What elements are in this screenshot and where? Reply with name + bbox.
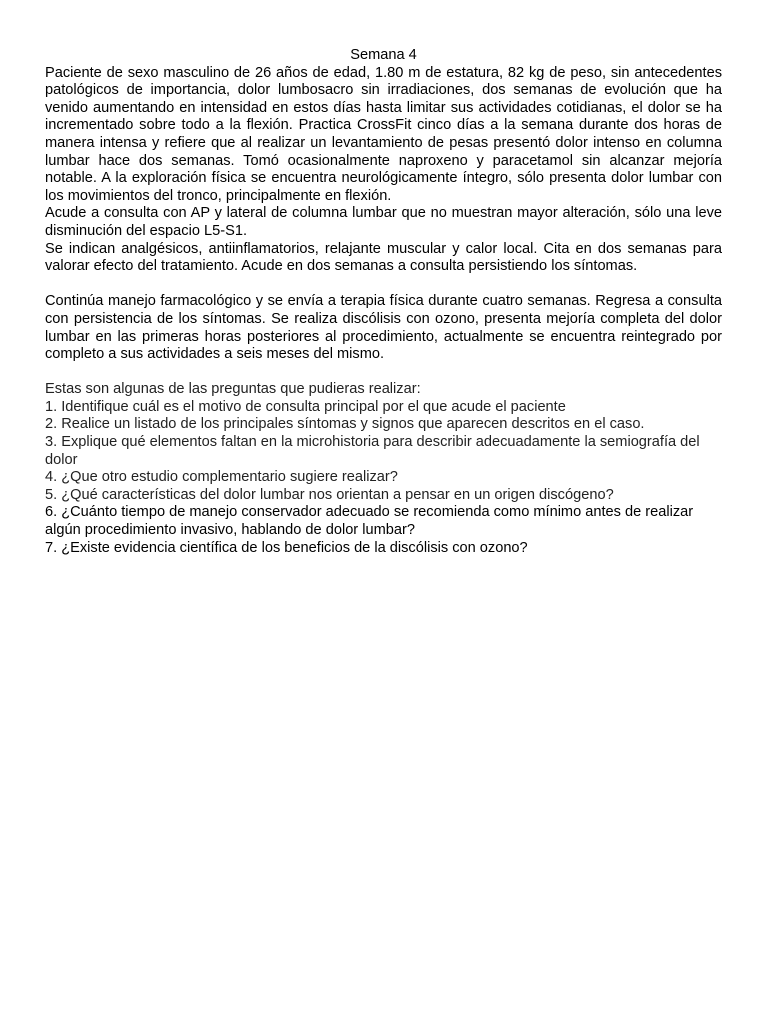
case-paragraph-1: Paciente de sexo masculino de 26 años de edad, 1.80 m de estatura, 82 kg de peso, sin antecedentes patológicos de importancia, dolor lumbosacro sin irradiaciones, dos semanas de evolución que ha venido aumentando en intensidad en estos días hasta limitar sus actividades cotidianas, el dolor se ha incrementado sobre todo a la flexión. Practica CrossFit cinco días a la semana durante dos horas de manera intensa y refiere que al realizar un levantamiento de pesas presentó dolor intenso en columna lumbar hace dos semanas. Tomó ocasionalmente naproxeno y paracetamol sin alcanzar mejoría notable. A la exploración física se encuentra neurológicamente íntegro, sólo presenta dolor lumbar con los movimientos del tronco, principalmente en flexión. <box>45 64 722 204</box>
questions-list <box>45 399 722 557</box>
paragraph-spacer <box>45 276 722 294</box>
question-item: 6. ¿Cuánto tiempo de manejo conservador adecuado se recomienda como mínimo antes de realizar algún procedimiento invasivo, hablando de dolor lumbar? <box>45 504 694 539</box>
question-item: 7. ¿Existe evidencia científica de los beneficios de la discólisis con ozono? <box>45 539 528 556</box>
document-page <box>45 47 722 557</box>
question-item: 4. ¿Que otro estudio complementario sugiere realizar? <box>45 469 398 486</box>
question-item: 2. Realice un listado de los principales síntomas y signos que aparecen descritos en el caso. <box>45 416 645 433</box>
questions-intro: Estas son algunas de las preguntas que pudieras realizar: <box>45 381 421 398</box>
question-item: 5. ¿Qué características del dolor lumbar nos orientan a pensar en un origen discógeno? <box>45 486 614 503</box>
paragraph-spacer <box>45 364 722 382</box>
case-paragraph-3: Se indican analgésicos, antiinflamatorios, relajante muscular y calor local. Cita en dos semanas para valorar efecto del tratamiento. Acude en dos semanas a consulta persistiendo los síntomas. <box>45 240 722 275</box>
page-title: Semana 4 <box>350 47 417 63</box>
case-paragraph-2: Acude a consulta con AP y lateral de columna lumbar que no muestran mayor alteración, sólo una leve disminución del espacio L5-S1. <box>45 205 722 239</box>
question-item: 3. Explique qué elementos faltan en la microhistoria para describir adecuadamente la semiografía del dolor <box>45 434 700 468</box>
follow-up-paragraph: Continúa manejo farmacológico y se envía a terapia física durante cuatro semanas. Regresa a consulta con persistencia de los síntomas. Se realiza discólisis con ozono, presenta mejoría completa del dolor lumbar en las primeras horas posteriores al procedimiento, actualmente se encuentra reintegrado por completo a sus actividades a seis meses del mismo. <box>45 293 722 363</box>
question-item: 1. Identifique cuál es el motivo de consulta principal por el que acude el paciente <box>45 398 566 415</box>
